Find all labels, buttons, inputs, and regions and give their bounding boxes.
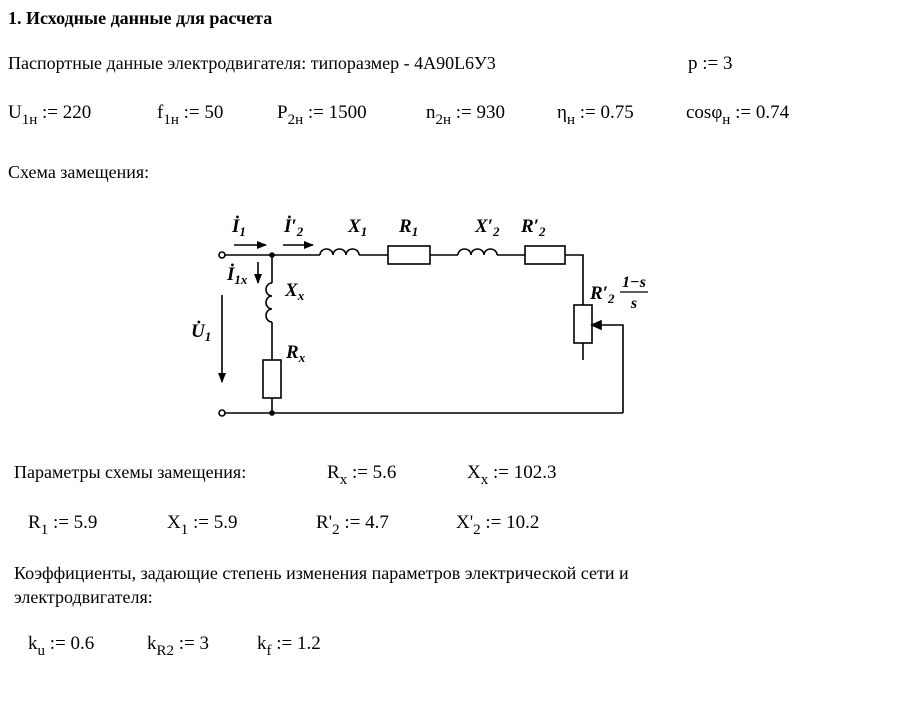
u1-label: $U̇_1$ bbox=[191, 321, 212, 344]
load-resistor-label: $R'_2$ bbox=[590, 283, 615, 306]
rx-resistor bbox=[263, 360, 281, 398]
rx-label: $R_x$ bbox=[286, 342, 306, 365]
xx-label: $X_x$ bbox=[285, 280, 305, 303]
coef-label-line1: Коэффициенты, задающие степень изменения параметров электрической сети и bbox=[14, 563, 629, 583]
coef-label-line2: электродвигателя: bbox=[14, 587, 153, 607]
params-label: Параметры схемы замещения: bbox=[14, 462, 247, 482]
top-junction bbox=[269, 252, 275, 258]
x1-expr: $X_1$ := 5.9 bbox=[167, 512, 238, 538]
x2-inductor bbox=[458, 249, 497, 255]
r2-label: $R'_2$ bbox=[521, 216, 546, 239]
i1x-label: $İ_{1x}$ bbox=[227, 264, 248, 287]
x2-expr: $X'_2$ := 10.2 bbox=[456, 512, 540, 538]
r2-resistor bbox=[525, 246, 565, 264]
rated-efficiency-expr: $\eta_н$ := 0.75 bbox=[557, 102, 634, 128]
rated-power-factor-expr: cosφ$_н$ := 0.74 bbox=[686, 102, 790, 128]
xx-expr: $X_x$ := 102.3 bbox=[467, 462, 557, 488]
top-terminal bbox=[219, 252, 225, 258]
rated-speed-expr: $n_{2н}$ := 930 bbox=[426, 102, 506, 128]
x1-label: $X_1$ bbox=[348, 216, 368, 239]
kr2-expr: $k_{R2}$ := 3 bbox=[147, 633, 210, 659]
passport-label: Паспортные данные электродвигателя: типоразмер - 4А90L6У3 bbox=[8, 53, 496, 73]
section-title: 1. Исходные данные для расчета bbox=[8, 8, 273, 28]
xx-inductor bbox=[266, 283, 272, 322]
fraction-denominator: s bbox=[630, 295, 638, 312]
kf-expr: $k_f$ := 1.2 bbox=[257, 633, 321, 659]
rated-power-expr: $P_{2н}$ := 1500 bbox=[277, 102, 367, 128]
scheme-label: Схема замещения: bbox=[8, 162, 150, 182]
i2-label: $İ'_2$ bbox=[284, 216, 304, 239]
bottom-junction bbox=[269, 410, 275, 416]
r2-expr: $R'_2$ := 4.7 bbox=[316, 512, 389, 538]
ku-expr: $k_u$ := 0.6 bbox=[28, 633, 95, 659]
i1-label: $İ_1$ bbox=[232, 216, 246, 239]
r1-resistor bbox=[388, 246, 430, 264]
rated-frequency-expr: $f_{1н}$ := 50 bbox=[157, 102, 224, 128]
pole-pairs-expr: p := 3 bbox=[688, 53, 733, 74]
rx-expr: $R_x$ := 5.6 bbox=[327, 462, 397, 488]
x2-label: $X'_2$ bbox=[475, 216, 500, 239]
x1-inductor bbox=[320, 249, 359, 255]
rated-voltage-expr: $U_{1н}$ := 220 bbox=[8, 102, 92, 128]
bottom-terminal bbox=[219, 410, 225, 416]
r1-label: $R_1$ bbox=[399, 216, 419, 239]
r1-expr: $R_1$ := 5.9 bbox=[28, 512, 98, 538]
load-resistor bbox=[574, 305, 592, 343]
fraction-numerator: 1−s bbox=[622, 274, 646, 291]
load-wiper bbox=[597, 325, 623, 413]
